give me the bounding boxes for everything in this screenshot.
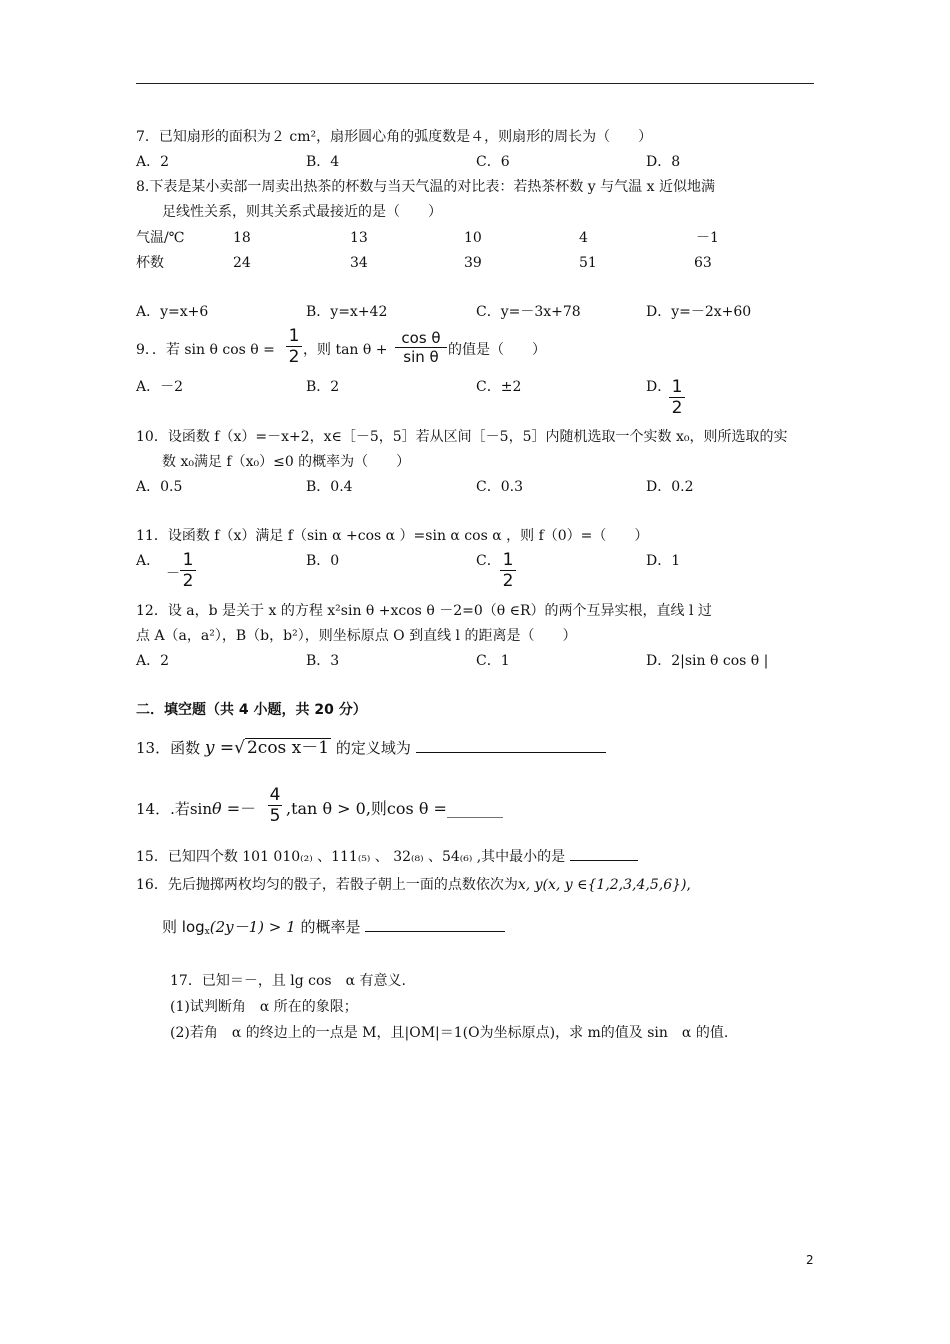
q9-option-d: D． [646, 379, 672, 395]
q11-stem: 11．设函数 f（x）满足 f（sin α +cos α ）=sin α cos α ，则 f（0）=（ ） [136, 528, 649, 544]
q16-log: log [181, 918, 205, 936]
q9-prefix: 9．．若 sin θ cos θ = [136, 342, 275, 358]
q8-option-d: D．y=－2x+60 [646, 304, 752, 320]
fraction-denominator: 2 [671, 398, 683, 418]
fraction-numerator: 4 [269, 785, 281, 805]
q17-line2: (1)试判断角 α 所在的象限； [170, 999, 358, 1015]
q9-middle: ，则 tan θ + [303, 342, 388, 358]
q16-line2 [162, 918, 505, 941]
fraction-denominator: 2 [182, 571, 194, 591]
answer-blank[interactable]: _______ [446, 799, 503, 818]
table-cell: －1 [696, 230, 719, 246]
q16-comma: , [686, 877, 691, 893]
table-cell: 18 [233, 230, 251, 246]
q16-math: x, y(x, y ∈{1,2,3,4,5,6}) [517, 877, 687, 893]
q12-option-a: A．2 [136, 653, 170, 669]
q12-stem-line2: 点 A（a，a²），B（b，b²），则坐标原点 O 到直线 l 的距离是（ ） [136, 628, 577, 644]
fraction-numerator: cos θ [401, 329, 441, 347]
q7-stem: 7．已知扇形的面积为２ cm²，扇形圆心角的弧度数是４，则扇形的周长为（ ） [136, 129, 653, 145]
q13-radicand: 2cos x－1 [246, 738, 330, 758]
q17-line1: 17．已知＝－，且 lg cos α 有意义. [170, 973, 406, 989]
q13-suffix: 的定义域为 [335, 739, 411, 757]
q9-option-c: C．±2 [476, 379, 522, 395]
q9-option-b: B．2 [306, 379, 340, 395]
fraction-numerator: 1 [502, 550, 514, 570]
q14-eq: =－ [221, 799, 257, 818]
answer-blank[interactable] [416, 752, 606, 753]
table-cell: 34 [350, 255, 368, 271]
q10-option-d: D．0.2 [646, 479, 694, 495]
q15 [136, 848, 638, 866]
table-cell: 杯数 [136, 255, 164, 271]
answer-blank[interactable] [570, 860, 638, 861]
q9-fraction-cos-sin [395, 329, 447, 366]
q11-option-a-sign: － [166, 566, 180, 582]
q12-option-b: B．3 [306, 653, 340, 669]
q11-option-a-fraction [180, 550, 196, 591]
answer-blank[interactable] [365, 931, 505, 932]
fraction-numerator: 1 [288, 326, 300, 346]
q9-fraction-half [286, 326, 302, 367]
table-cell: 13 [350, 230, 368, 246]
q13-y: y [204, 738, 215, 758]
table-cell: 4 [579, 230, 588, 246]
fraction-denominator: 2 [288, 347, 300, 367]
table-cell: 63 [694, 255, 712, 271]
q16-log-base: x [204, 927, 210, 937]
q14-middle: ,tan θ > 0,则cos θ = [286, 799, 447, 818]
fraction-numerator: 1 [182, 550, 194, 570]
q15-text: 15．已知四个数 101 010₍₂₎ 、111₍₅₎ 、 32₍₈₎ 、54₍₆₎ ,其中最小的是 [136, 849, 566, 865]
q16-log-arg: (2y－1) > 1 [209, 918, 296, 936]
fraction-denominator: 2 [502, 571, 514, 591]
q8-option-c: C．y=－3x+78 [476, 304, 581, 320]
q16-line1 [136, 876, 691, 894]
q16-text: 16．先后抛掷两枚均匀的骰子，若骰子朝上一面的点数依次为 [136, 877, 518, 893]
table-cell: 39 [464, 255, 482, 271]
q8-option-b: B．y=x+42 [306, 304, 388, 320]
fraction-denominator: 5 [269, 806, 281, 826]
q9-option-d-fraction [669, 377, 685, 418]
q16-text: 则 [162, 918, 178, 936]
table-cell: 24 [233, 255, 251, 271]
q10-stem-line2: 数 x₀满足 f（x₀）≤0 的概率为（ ） [162, 454, 411, 470]
q12-option-c: C．1 [476, 653, 510, 669]
q8-option-a: A．y=x+6 [136, 304, 209, 320]
fraction-numerator: 1 [671, 377, 683, 397]
q13 [136, 738, 606, 757]
section-heading: 二．填空题（共 4 小题，共 20 分） [136, 702, 367, 718]
header-rule [136, 83, 814, 84]
q11-option-d: D．1 [646, 553, 681, 569]
q10-stem-line1: 10．设函数 f（x）=－x+2，x∈［－5，5］若从区间［－5，5］内随机选取一个实数 x₀，则所选取的实 [136, 429, 788, 445]
q14-prefix: 14．.若sin [136, 800, 213, 818]
q11-option-a: A． [136, 553, 161, 569]
q14-theta: θ [212, 799, 222, 818]
q13-prefix: 13．函数 [136, 739, 201, 757]
table-cell: 气温/℃ [136, 230, 185, 246]
q9-option-a: A．－2 [136, 379, 184, 395]
q12-option-d: D．2|sin θ cos θ | [646, 653, 769, 669]
q10-option-c: C．0.3 [476, 479, 523, 495]
q13-eq: = [214, 738, 235, 758]
q9-suffix: 的值是（ ） [448, 342, 546, 358]
fraction-denominator: sin θ [403, 348, 439, 366]
q14-right [286, 800, 503, 818]
q7-option-b: B．4 [306, 154, 340, 170]
q10-option-b: B．0.4 [306, 479, 353, 495]
table-cell: 10 [464, 230, 482, 246]
q8-stem-line1: 8.下表是某小卖部一周卖出热茶的杯数与当天气温的对比表：若热茶杯数 y 与气温 x 近似地满 [136, 179, 715, 195]
table-cell: 51 [579, 255, 597, 271]
q17-line3: (2)若角 α 的终边上的一点是 M，且|OM|＝1(O为坐标原点)，求 m的值及 sin α 的值. [170, 1025, 729, 1041]
q12-stem-line1: 12．设 a，b 是关于 x 的方程 x²sin θ +xcos θ －2=0（θ ∈R）的两个互异实根，直线 l 过 [136, 603, 712, 619]
q11-option-c: C． [476, 553, 501, 569]
sqrt-icon: √ [234, 738, 245, 758]
page-number: 2 [806, 1253, 814, 1267]
q16-suffix: 的概率是 [300, 918, 361, 936]
q11-option-b: B．0 [306, 553, 340, 569]
q14-fraction [268, 785, 282, 826]
q7-option-a: A．2 [136, 154, 170, 170]
q7-option-d: D．8 [646, 154, 681, 170]
q8-stem-line2: 足线性关系，则其关系式最接近的是（ ） [162, 204, 442, 220]
q14-left [136, 800, 256, 818]
q7-option-c: C．6 [476, 154, 510, 170]
q10-option-a: A．0.5 [136, 479, 183, 495]
q11-option-c-fraction [500, 550, 516, 591]
